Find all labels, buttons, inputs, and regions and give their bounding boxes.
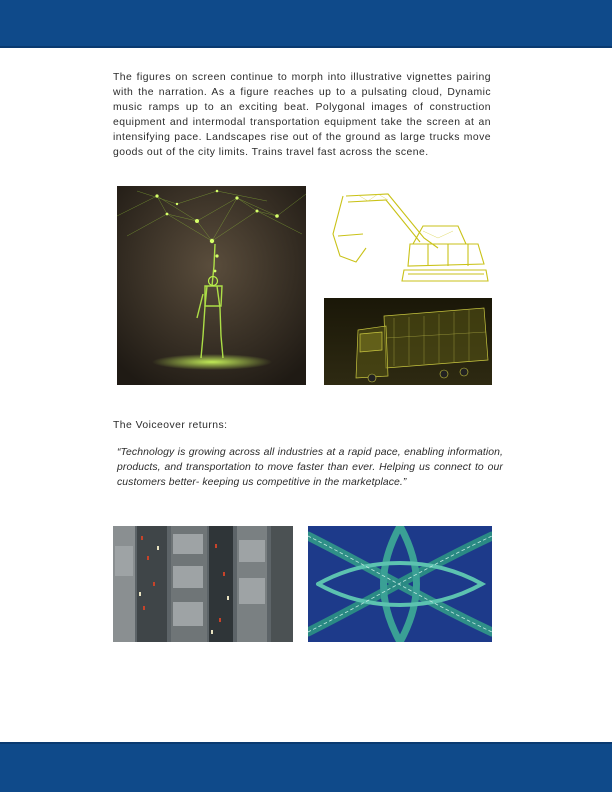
highway-interchange-image — [308, 526, 492, 642]
excavator-wireframe-image — [328, 186, 489, 284]
figure-reaching-cloud-image — [117, 186, 306, 385]
intro-paragraph: The figures on screen continue to morph into illustrative vignettes pairing with the narration. As a figure reaches up to a pulsating cloud, Dynamic music ramps up to an exciting beat. Polygonal images of construction equipment and intermodal transportation equipment take the screen at an intensifying pace. Landscapes rise out of the ground as large trucks move goods out of the city limits. Trains travel fast across the scene. — [113, 72, 491, 158]
aerial-city-traffic-image — [113, 526, 293, 642]
voiceover-quote: “Technology is growing across all industries at a rapid pace, enabling information, products, and transportation to move faster than ever. Helping us connect to our customers better- keeping us competitive in the marketplace.” — [117, 447, 503, 488]
voiceover-label: The Voiceover returns: — [113, 420, 228, 431]
footer-band — [0, 742, 612, 792]
semi-truck-polygon-image — [324, 298, 492, 385]
header-band — [0, 0, 612, 48]
